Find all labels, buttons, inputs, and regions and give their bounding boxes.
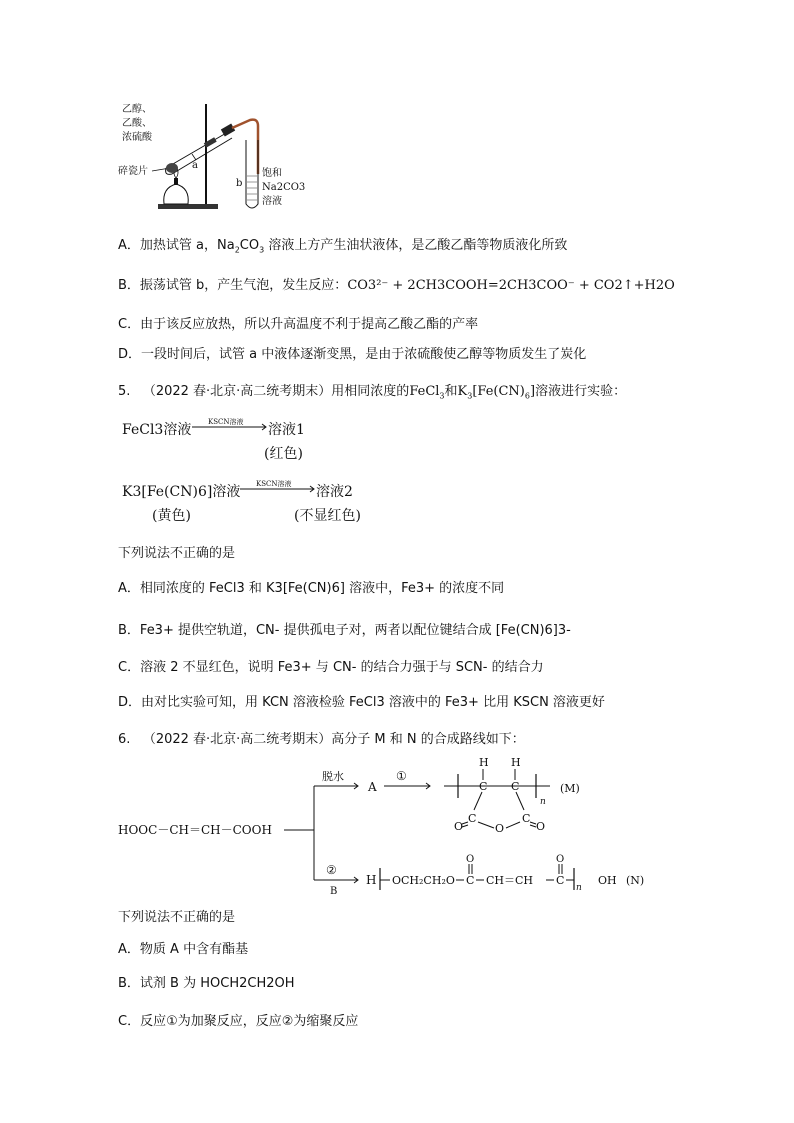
q5-stem: 5. （2022 春·北京·高二统考期末）用相同浓度的FeCl$_3$和$K_3[Fe(CN)_6]$溶液进行实验： (118, 384, 627, 401)
polymer-m-label: (M) (560, 782, 580, 795)
svg-text:O: O (466, 854, 475, 865)
svg-text:H: H (479, 756, 489, 769)
reagent-b-label: B (330, 886, 338, 897)
reagent-label-3: 浓硫酸 (122, 132, 152, 143)
q4-option-b: B．振荡试管 b，产生气泡，发生反应：CO3²⁻ + 2CH3COOH=2CH3COO⁻ + CO2↑+H2O (118, 278, 675, 293)
svg-text:C: C (556, 874, 565, 887)
svg-text:O: O (556, 854, 565, 865)
scheme2-note-left: (黄色) (152, 508, 191, 524)
start-compound: HOOC－CH＝CH－COOH (118, 823, 272, 837)
reagent-dehydration: 脱水 (322, 770, 344, 783)
svg-text:C: C (479, 780, 488, 793)
q5-option-c: C．溶液 2 不显红色，说明 Fe3+ 与 CN- 的结合力强于与 SCN- 的结合力 (118, 660, 544, 675)
step2-label: ② (326, 863, 337, 877)
scheme1-reactant: FeCl3溶液 (122, 422, 192, 438)
intermediate-a: A (368, 780, 377, 794)
q6-option-b: B．试剂 B 为 HOCH2CH2OH (118, 976, 295, 991)
q5-scheme (118, 410, 398, 530)
chip-label: 碎瓷片 (118, 166, 148, 177)
tube-b-label: b (236, 178, 243, 189)
scheme2-note-right: (不显红色) (294, 508, 361, 524)
polymer-n-n: n (576, 883, 582, 893)
solution-label-1: 饱和 (262, 168, 282, 179)
q6-option-a: A．物质 A 中含有酯基 (118, 942, 249, 957)
q5-option-d: D．由对比实验可知，用 KCN 溶液检验 FeCl3 溶液中的 Fe3+ 比用 KSCN 溶液更好 (118, 695, 605, 710)
q6-stem: 6. （2022 春·北京·高二统考期末）高分子 M 和 N 的合成路线如下： (118, 732, 525, 747)
svg-text:CH＝CH: CH＝CH (486, 874, 534, 887)
svg-text:OH: OH (598, 874, 617, 887)
test-tube-b (246, 140, 258, 208)
svg-text:OCH₂CH₂O: OCH₂CH₂O (392, 874, 455, 887)
scheme1-reagent: KSCN溶液 (208, 418, 244, 426)
polymer-m-n: n (540, 797, 546, 807)
stand-base (158, 204, 218, 209)
q4-option-c: C．由于该反应放热，所以升高温度不利于提高乙酸乙酯的产率 (118, 317, 479, 332)
solution-label-2: Na2CO3 (262, 182, 306, 193)
scheme2-product: 溶液2 (316, 484, 353, 500)
polymer-m-structure (444, 756, 550, 835)
reagent-label-2: 乙酸、 (122, 118, 152, 129)
svg-text:C: C (468, 812, 477, 825)
scheme1-product: 溶液1 (268, 422, 305, 438)
q6-prompt: 下列说法不正确的是 (118, 910, 236, 925)
alcohol-lamp (164, 184, 189, 204)
polymer-n-label: (N) (626, 874, 645, 887)
svg-text:C: C (466, 874, 475, 887)
test-tube-a (166, 132, 232, 174)
step1-label: ① (396, 769, 407, 783)
solution-label-3: 溶液 (262, 196, 282, 207)
svg-text:O: O (536, 820, 546, 833)
q6-option-c: C．反应①为加聚反应，反应②为缩聚反应 (118, 1014, 359, 1029)
q4-option-d: D．一段时间后，试管 a 中液体逐渐变黑，是由于浓硫酸使乙醇等物质发生了炭化 (118, 347, 587, 362)
svg-text:H: H (511, 756, 521, 769)
q6-scheme (118, 752, 658, 902)
equation: CO3²⁻ + 2CH3COOH=2CH3COO⁻ + CO2↑+H2O (347, 278, 675, 293)
q5-prompt: 下列说法不正确的是 (118, 546, 236, 561)
apparatus-figure (118, 96, 306, 216)
svg-text:O: O (454, 820, 464, 833)
scheme2-reactant: K3[Fe(CN)6]溶液 (122, 484, 241, 500)
q5-option-b: B．Fe3+ 提供空轨道，CN- 提供孤电子对，两者以配位键结合成 [Fe(CN)6]3- (118, 623, 571, 638)
delivery-tube (232, 120, 258, 174)
svg-text:C: C (522, 812, 531, 825)
q5-option-a: A．相同浓度的 FeCl3 和 K3[Fe(CN)6] 溶液中，Fe3+ 的浓度不同 (118, 581, 505, 596)
svg-text:C: C (511, 780, 520, 793)
scheme1-note: (红色) (264, 446, 303, 462)
tube-a-label: a (192, 160, 198, 171)
svg-text:H: H (366, 873, 377, 887)
scheme2-reagent: KSCN溶液 (256, 480, 292, 488)
reagent-label-1: 乙醇、 (122, 104, 152, 115)
q4-option-a: A．加热试管 a，$Na_2CO_3$ 溶液上方产生油状液体，是乙酸乙酯等物质液化所致 (118, 238, 568, 255)
svg-text:O: O (495, 822, 505, 835)
